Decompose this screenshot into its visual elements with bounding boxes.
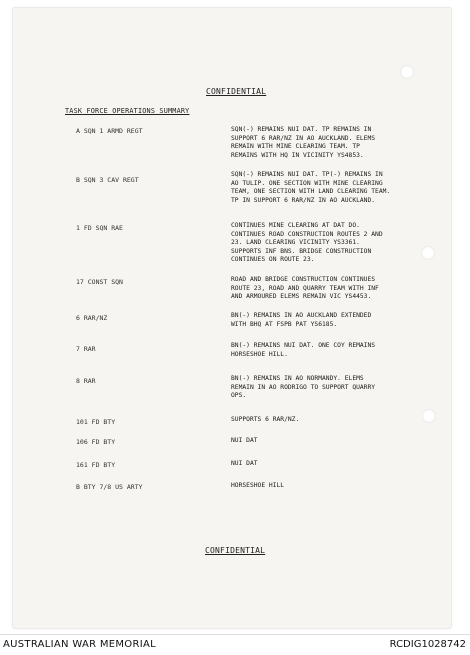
unit-description: CONTINUES MINE CLEARING AT DAT DO. CONTINUES ROAD CONSTRUCTION ROUTES 2 AND 23. LAND CLEARING VICINITY YS3361. SUPPORTS INF BNS. BRIDGE CONSTRUCTION CONTINUES ON ROUTE 23. [231, 222, 383, 263]
classification-bottom: CONFIDENTIAL [205, 546, 266, 555]
unit-label: 106 FD BTY [76, 438, 116, 446]
unit-description: BN(-) REMAINS IN AO NORMANDY. ELEMS REMAIN IN AO RODRIGO TO SUPPORT QUARRY OPS. [231, 375, 376, 399]
unit-label: 6 RAR/NZ [76, 314, 108, 322]
unit-description: SQN(-) REMAINS NUI DAT. TP REMAINS IN SUPPORT 6 RAR/NZ IN AO AUCKLAND. ELEMS REMAIN WITH MINE CLEARING TEAM. TP REMAINS WITH HQ IN VICINITY YS4853. [231, 126, 376, 159]
unit-description: HORSESHOE HILL [231, 482, 285, 489]
unit-description: BN(-) REMAINS IN AO AUCKLAND EXTENDED WITH BHQ AT FSPB PAT YS6185. [231, 312, 372, 328]
section-title: TASK FORCE OPERATIONS SUMMARY [65, 107, 190, 115]
unit-label: 7 RAR [76, 345, 96, 353]
unit-label: 17 CONST SQN [76, 278, 123, 286]
unit-label: 1 FD SQN RAE [76, 224, 123, 232]
classification-top: CONFIDENTIAL [206, 87, 267, 96]
unit-description: ROAD AND BRIDGE CONSTRUCTION CONTINUES ROUTE 23, ROAD AND QUARRY TEAM WITH INF AND ARMOURED ELEMS REMAIN VIC YS4453. [231, 276, 379, 300]
unit-label: A SQN 1 ARMD REGT [76, 127, 143, 135]
unit-description: SQN(-) REMAINS NUI DAT. TP(-) REMAINS IN AO TULIP. ONE SECTION WITH MINE CLEARING TEAM, ONE SECTION WITH LAND CLEARING TEAM. TP IN SUPPORT 6 RAR/NZ IN AO AUCKLAND. [231, 171, 391, 204]
unit-label: 101 FD BTY [76, 418, 116, 426]
document-page [13, 8, 451, 628]
unit-label: B BTY 7/8 US ARTY [76, 483, 143, 491]
archive-footer [0, 634, 470, 655]
punch-hole-top [400, 65, 414, 79]
unit-description: NUI DAT [231, 460, 258, 467]
unit-label: 161 FD BTY [76, 461, 116, 469]
archive-name: AUSTRALIAN WAR MEMORIAL [3, 639, 156, 650]
unit-description: SUPPORTS 6 RAR/NZ. [231, 416, 300, 423]
unit-description: BN(-) REMAINS NUI DAT. ONE COY REMAINS HORSESHOE HILL. [231, 342, 376, 358]
unit-description: NUI DAT [231, 437, 258, 444]
unit-label: B SQN 3 CAV REGT [76, 176, 139, 184]
archive-reference: RCDIG1028742 [389, 639, 466, 650]
unit-label: 8 RAR [76, 377, 96, 385]
